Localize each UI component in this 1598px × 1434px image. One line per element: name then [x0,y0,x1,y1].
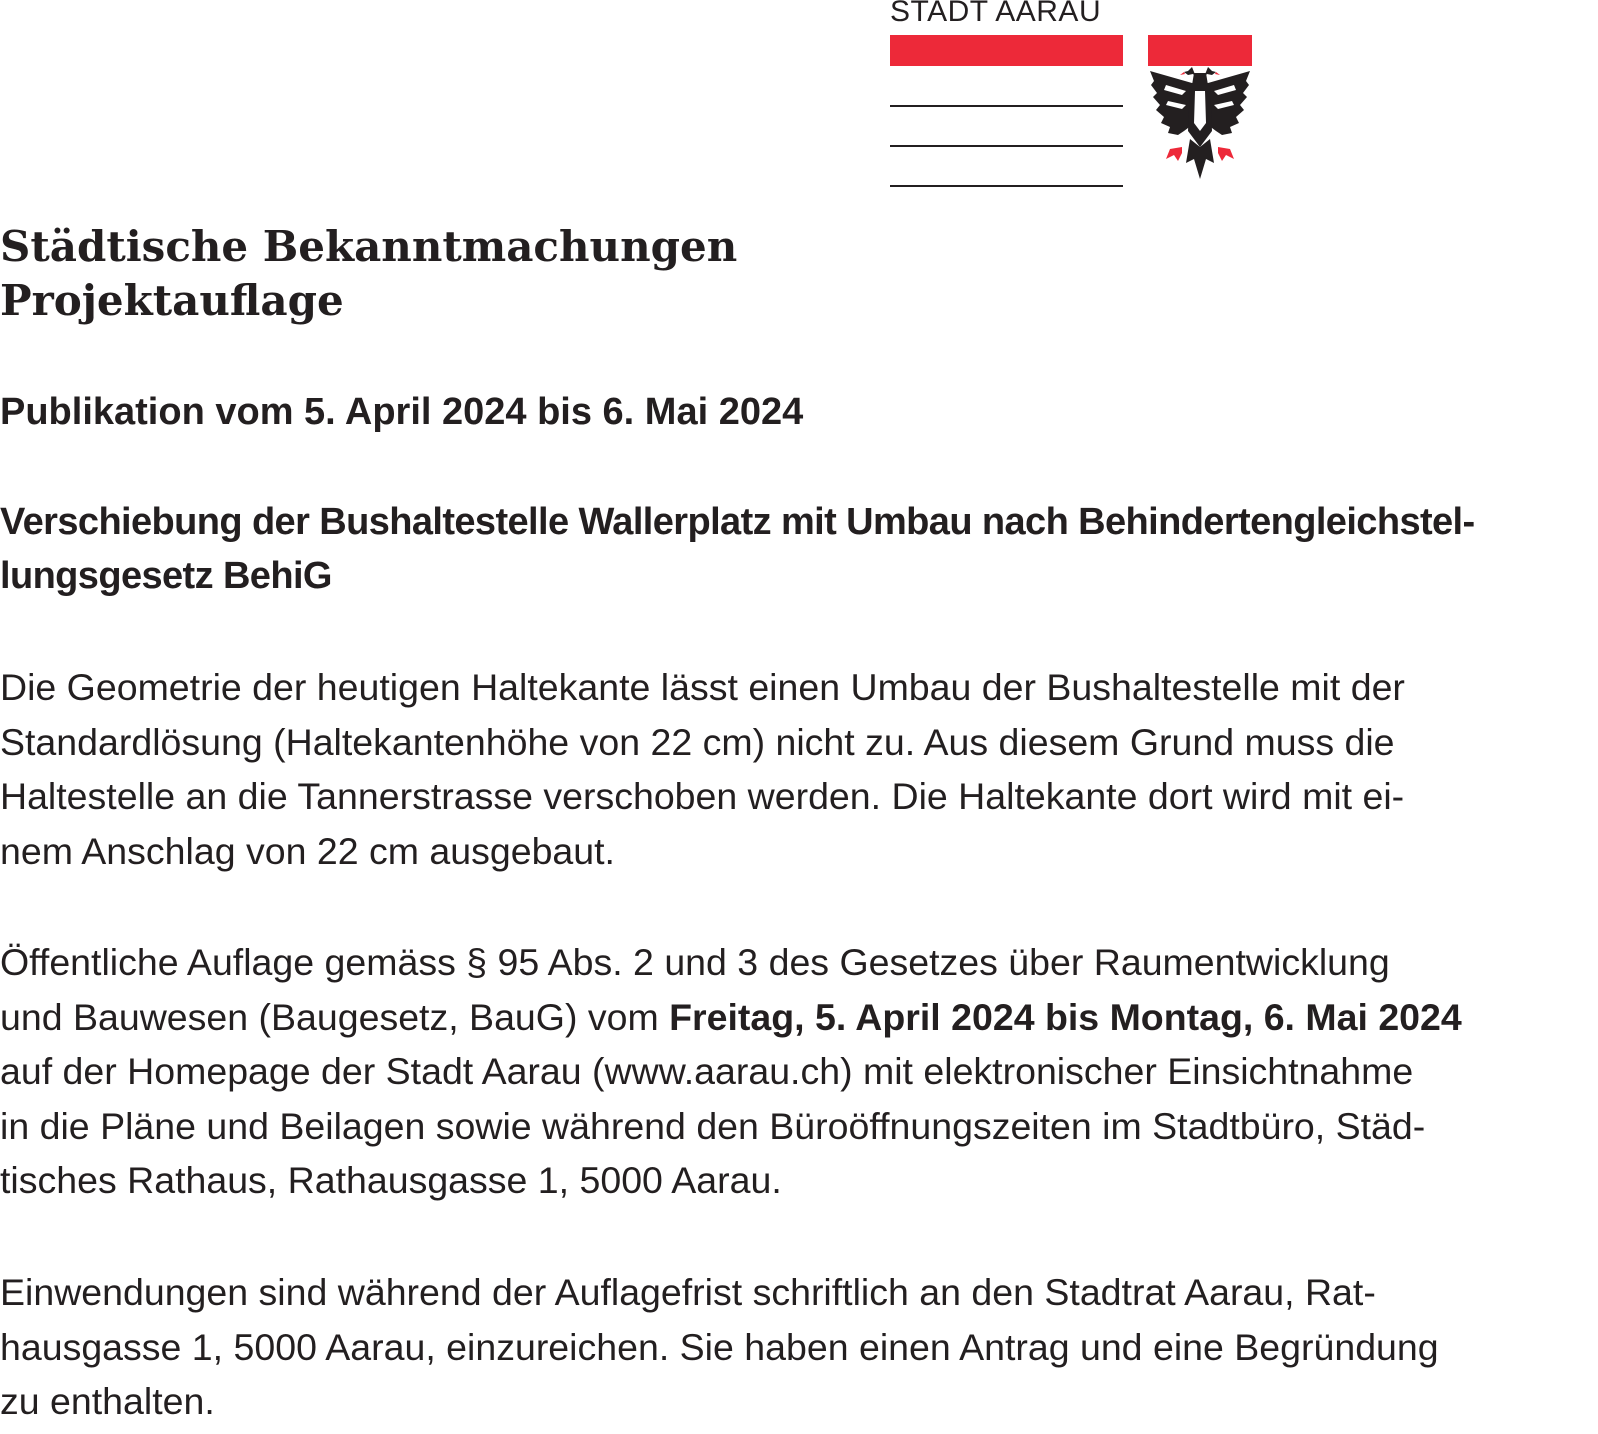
text-line: tisches Rathaus, Rathausgasse 1, 5000 Aarau. [0,1159,782,1201]
publication-period: Publikation vom 5. April 2024 bis 6. Mai 2024 [0,391,804,433]
subject-line-1: Verschiebung der Bushaltestelle Wallerplatz mit Umbau nach Behindertengleichstel- [0,501,1475,543]
paragraph-objections [0,1265,1598,1429]
text-line [0,990,1598,1045]
text-line: nem Anschlag von 22 cm ausgebaut. [0,829,615,872]
logo-line [890,185,1123,187]
announcement-content [0,220,1598,1422]
text-line-start: und Bauwesen (Baugesetz, BauG) vom [0,995,670,1038]
text-line: auf der Homepage der Stadt Aarau (www.aarau.ch) mit elektronischer Einsichtnahme [0,1050,1414,1092]
display-period: Freitag, 5. April 2024 bis Montag, 6. Mai 2024 [669,995,1462,1038]
text-line: Einwendungen sind während der Auflagefrist schriftlich an den Stadtrat Aarau, Rat- [0,1271,1376,1313]
text-line: Standardlösung (Haltekantenhöhe von 22 cm) nicht zu. Aus diesem Grund muss die [0,720,1395,763]
text-line: Öffentliche Auflage gemäss § 95 Abs. 2 und 3 des Gesetzes über Raumentwicklung [0,941,1390,983]
project-subject [0,495,1598,603]
text-line: zu enthalten. [0,1380,215,1422]
text-line: hausgasse 1, 5000 Aarau, einzureichen. Sie haben einen Antrag und eine Begründung [0,1325,1439,1368]
logo-line [890,105,1123,107]
eagle-coat-of-arms-icon [1148,35,1252,185]
logo-wordmark: STADT AARAU [890,0,1102,28]
title-line-2: Projektauflage [0,276,344,325]
paragraph-public-display [0,935,1598,1208]
title-line-1: Städtische Bekanntmachungen [0,222,738,271]
logo-line [890,145,1123,147]
page-title [0,220,1598,328]
stadt-aarau-logo [890,0,1260,190]
text-line: in die Pläne und Beilagen sowie während den Büroöffnungszeiten im Stadtbüro, Städ- [0,1104,1426,1147]
text-line: Die Geometrie der heutigen Haltekante lässt einen Umbau der Bushaltestelle mit der [0,666,1405,708]
logo-red-bar [890,35,1123,66]
subject-line-2: lungsgesetz BehiG [0,555,332,597]
text-line: Haltestelle an die Tannerstrasse verschoben werden. Die Haltekante dort wird mit ei- [0,775,1405,817]
paragraph-description [0,660,1598,878]
